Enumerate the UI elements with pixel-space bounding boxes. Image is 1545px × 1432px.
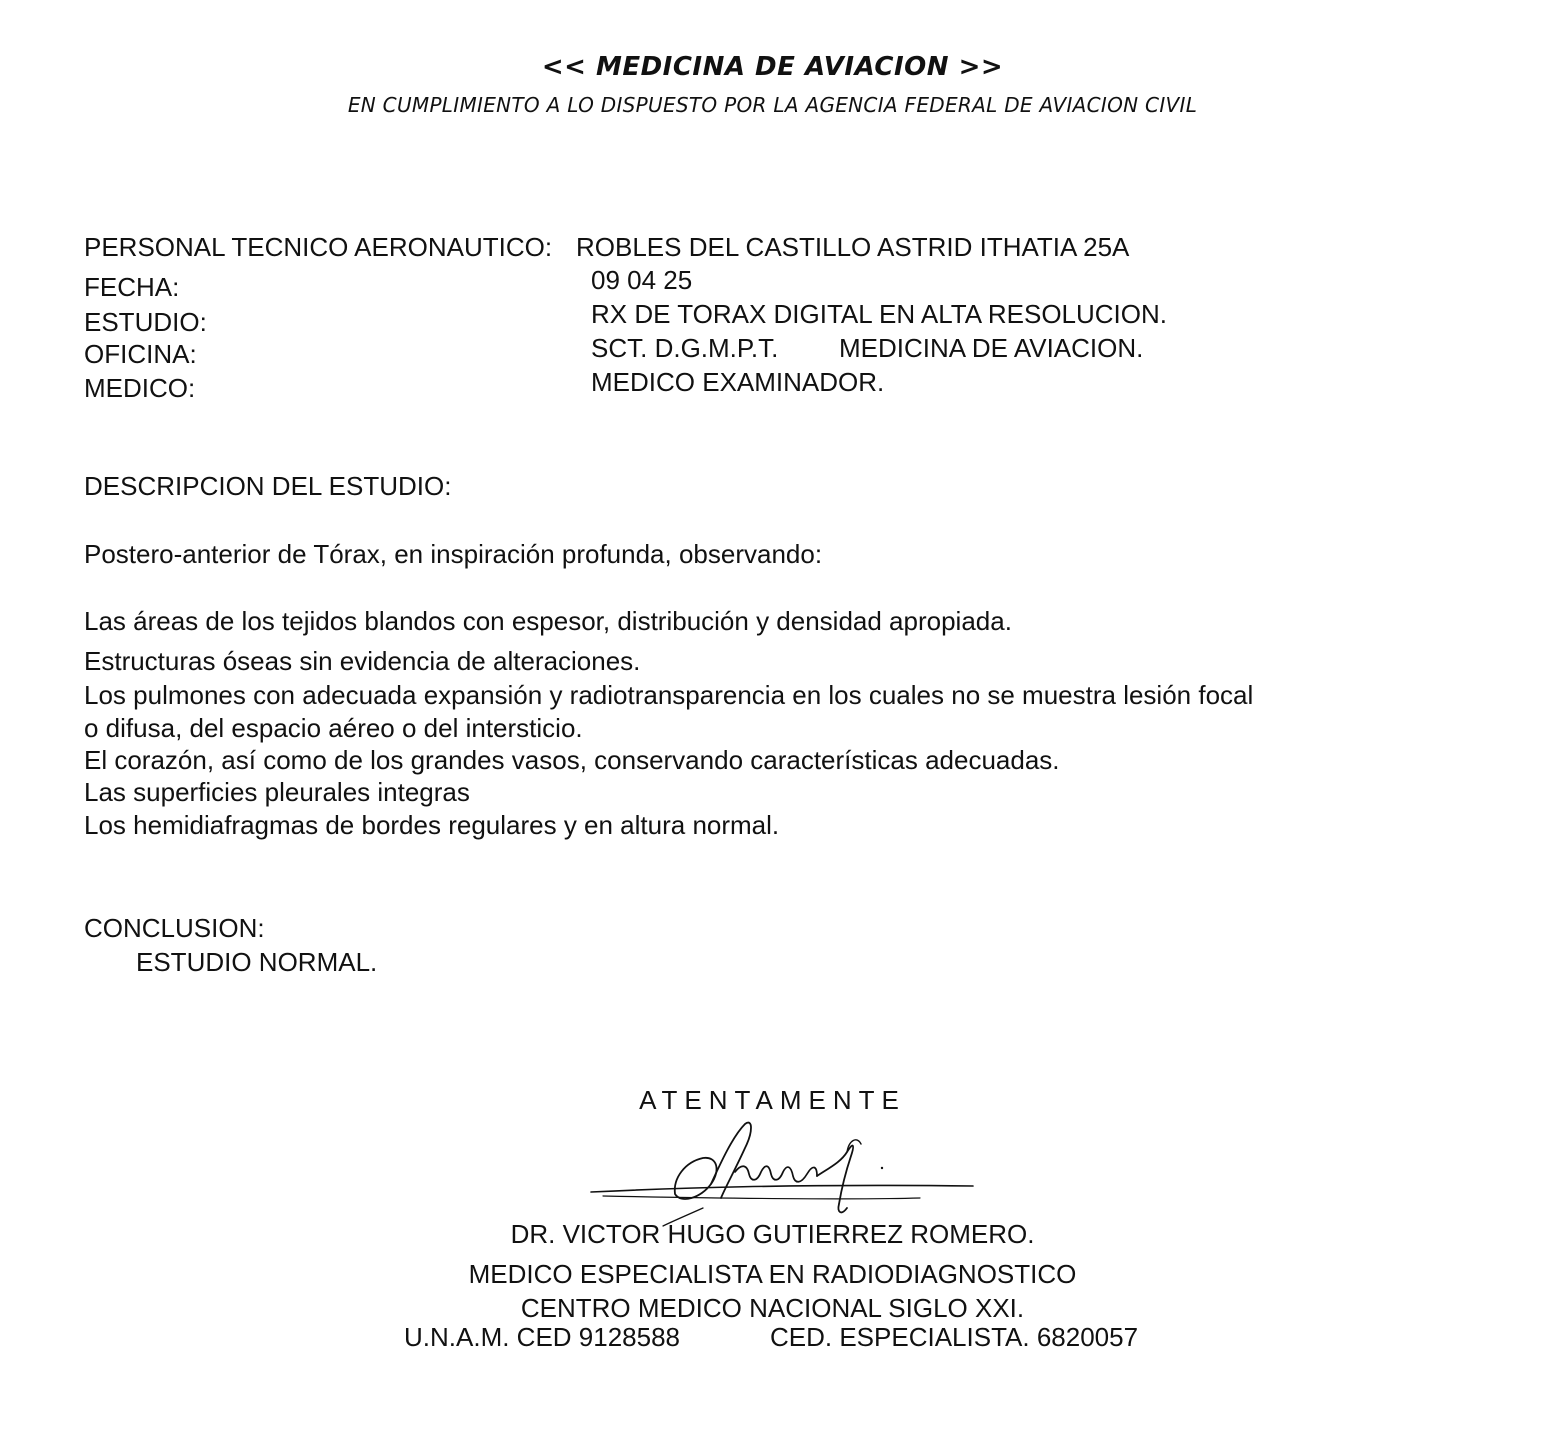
- ced-unam: U.N.A.M. CED 9128588: [404, 1322, 681, 1352]
- oficina-value-2: MEDICINA DE AVIACION.: [839, 333, 1144, 363]
- description-line: Las áreas de los tejidos blandos con espesor, distribución y densidad apropiada.: [84, 606, 1012, 636]
- conclusion-heading: CONCLUSION:: [84, 913, 265, 943]
- description-heading: DESCRIPCION DEL ESTUDIO:: [84, 471, 452, 501]
- personal-value: ROBLES DEL CASTILLO ASTRID ITHATIA 25A: [576, 232, 1130, 262]
- handwritten-signature: [585, 1112, 985, 1227]
- fecha-value: 09 04 25: [591, 265, 693, 295]
- description-line: Los hemidiafragmas de bordes regulares y en altura normal.: [84, 810, 780, 840]
- medico-label: MEDICO:: [84, 373, 196, 403]
- oficina-label: OFICINA:: [84, 339, 197, 369]
- description-line: o difusa, del espacio aéreo o del intersticio.: [84, 713, 583, 743]
- description-line: El corazón, así como de los grandes vasos, conservando características adecuadas.: [84, 745, 1060, 775]
- doctor-institution: CENTRO MEDICO NACIONAL SIGLO XXI.: [520, 1293, 1025, 1323]
- personal-label: PERSONAL TECNICO AERONAUTICO:: [84, 232, 553, 262]
- description-intro: Postero-anterior de Tórax, en inspiración profunda, observando:: [84, 539, 823, 569]
- closing-text: ATENTAMENTE: [639, 1085, 906, 1115]
- doctor-name: DR. VICTOR HUGO GUTIERREZ ROMERO.: [510, 1219, 1035, 1249]
- estudio-label: ESTUDIO:: [84, 307, 207, 337]
- fecha-label: FECHA:: [84, 272, 180, 302]
- ced-especialista: CED. ESPECIALISTA. 6820057: [770, 1322, 1139, 1352]
- conclusion-text: ESTUDIO NORMAL.: [136, 947, 378, 977]
- description-line: Las superficies pleurales integras: [84, 777, 470, 807]
- document-title: << MEDICINA DE AVIACION >>: [541, 52, 1004, 82]
- doctor-title: MEDICO ESPECIALISTA EN RADIODIAGNOSTICO: [468, 1259, 1077, 1289]
- description-line: Los pulmones con adecuada expansión y radiotransparencia en los cuales no se muestra lesión focal: [84, 680, 1254, 710]
- document-subtitle: EN CUMPLIMIENTO A LO DISPUESTO POR LA AGENCIA FEDERAL DE AVIACION CIVIL: [347, 93, 1198, 117]
- description-line: Estructuras óseas sin evidencia de alteraciones.: [84, 646, 641, 676]
- oficina-value: SCT. D.G.M.P.T.: [591, 333, 779, 363]
- estudio-value: RX DE TORAX DIGITAL EN ALTA RESOLUCION.: [591, 299, 1167, 329]
- medico-value: MEDICO EXAMINADOR.: [591, 367, 885, 397]
